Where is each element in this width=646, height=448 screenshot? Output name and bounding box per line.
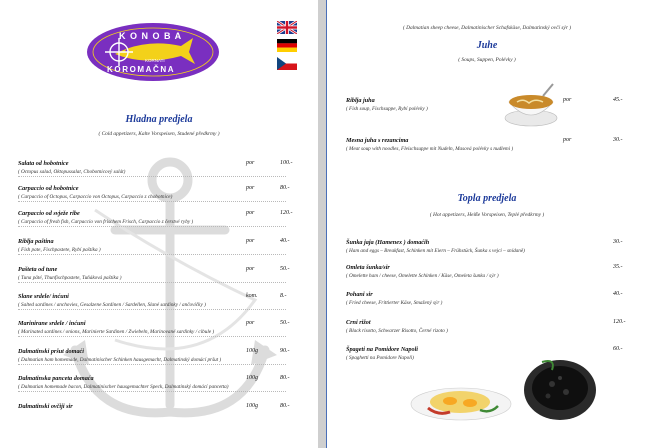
item-price: 45.-	[613, 97, 623, 103]
item-unit: por	[246, 320, 255, 326]
sheep-cheese-description: ( Dalmatian sheep cheese, Dalmatinischer Schafskäse, Dalmatinský ovčí sýr )	[402, 25, 572, 31]
divider	[18, 226, 286, 227]
black-risotto-image	[522, 356, 598, 422]
item-name: Riblja paština	[18, 238, 54, 245]
divider	[18, 282, 286, 283]
menu-page-left	[0, 0, 319, 448]
item-price: 50.-	[280, 266, 290, 272]
item-price: 80.-	[280, 185, 290, 191]
divider	[18, 309, 286, 310]
item-name: Pašteta od tune	[18, 266, 58, 273]
item-price: 30.-	[613, 137, 623, 143]
cold-appetizers-subtitle: ( Cold appetizers, Kalte Vorspeisen, Studené předkrmy )	[98, 131, 220, 137]
item-description: ( Fried cheese, Frittierter Käse, Smažený sýr )	[346, 300, 443, 306]
soup-bowl-image	[503, 82, 558, 128]
item-unit: por	[246, 210, 255, 216]
item-unit: por	[246, 185, 255, 191]
soups-title: Juhe	[476, 40, 498, 51]
item-price: 30.-	[613, 239, 623, 245]
item-price: 40.-	[613, 291, 623, 297]
logo-letters: K O N O B A	[119, 31, 183, 41]
item-price: 8.-	[280, 293, 287, 299]
soups-subtitle: ( Soups, Suppen, Polévky )	[458, 57, 516, 63]
item-price: 35.-	[613, 264, 623, 270]
item-description: ( Fish soup, Fischsuppe, Rybí polévky )	[346, 106, 428, 112]
item-name: Carpaccio od svježe ribe	[18, 210, 80, 217]
item-name: Riblja juha	[346, 97, 375, 104]
warm-appetizers-subtitle: ( Hot appetizers, Heiße Vorspeisen, Teplé předkrmy )	[429, 212, 545, 218]
item-name: Salata od hobotnice	[18, 160, 69, 167]
item-name: Šunka jaja (Hamenex ) domaćih	[346, 239, 430, 246]
de-flag-icon[interactable]	[277, 39, 297, 52]
item-name: Pohani sir	[346, 291, 373, 298]
item-description: ( Meat soup with noodles, Fleischsuppe mit Nudeln, Masová polévky s nudlemi )	[346, 146, 514, 152]
item-description: ( Carpaccio of fresh fish, Carpaccio von frischem Frisch, Carpaccio z čerstvé ryby )	[18, 219, 194, 225]
item-description: ( Carpaccio of Octopus, Carpaccio von Octopus, Carpaccio z chobotnice)	[18, 194, 173, 200]
item-name: Mesna juha s rezancima	[346, 137, 409, 144]
item-description: ( Dalmatian ham homemade, Dalmatinischer Schinken hausgemacht, Dalmatinský domácí pršut )	[18, 357, 222, 363]
item-name: Omleta šunka/sir	[346, 264, 390, 271]
item-description: ( Ham and eggs – Breakfast, Schinken mit Eiern – Frühstück, Šunka s vejci – snídaně)	[346, 248, 525, 254]
item-unit: por	[246, 266, 255, 272]
item-unit: por	[563, 97, 572, 103]
item-price: 50.-	[280, 320, 290, 326]
divider	[18, 391, 286, 392]
item-name: Dalmatinski pršut domaći	[18, 348, 85, 355]
divider	[18, 336, 286, 337]
omelette-plate-image	[410, 380, 512, 422]
item-name: Slane srdele/ inćuni	[18, 293, 69, 300]
item-description: ( Dalmatian homemade bacon, Dalmatinischer hausgemachter Speck, Dalmatinský domácí pancetta)	[18, 384, 229, 390]
item-price: 120.-	[613, 319, 626, 325]
item-unit: 100g	[246, 348, 258, 354]
item-price: 40.-	[280, 238, 290, 244]
item-description: ( Omelette ham / cheese, Omelette Schinken / Käse, Omeleta šunka / sýr )	[346, 273, 499, 279]
item-description: ( Fish pate, Fischpastete, Rybí paštika )	[18, 247, 101, 253]
konoba-logo	[85, 22, 221, 82]
item-name: Marinirane srdele / inćuni	[18, 320, 86, 327]
logo-place: KORNATI	[145, 58, 165, 63]
item-unit: 100g	[246, 375, 258, 381]
divider	[18, 201, 286, 202]
cold-appetizers-title: Hladna predjela	[125, 114, 193, 125]
item-unit: por	[246, 160, 255, 166]
item-description: ( Marinated sardines / onions, Marinierte Sardinen / Zwiebeln, Marinované sardinky / cibule )	[18, 329, 215, 335]
item-description: ( Spaghetti na Pomidore Napoli)	[346, 355, 414, 361]
item-name: Špageti na Pomidore Napoli	[346, 346, 419, 353]
item-unit: por	[563, 137, 572, 143]
item-price: 80.-	[280, 375, 290, 381]
item-description: ( Salted sardines / anchovies, Gesalzene Sardinen / Sardellen, Slané sardinky / ančovičky )	[18, 302, 206, 308]
divider	[18, 176, 286, 177]
item-price: 100.-	[280, 160, 293, 166]
divider	[18, 254, 286, 255]
cz-flag-icon[interactable]	[277, 57, 297, 70]
page-gap	[318, 0, 326, 448]
item-name: Dalmatinski ovčiji sir	[18, 403, 73, 410]
item-name: Dalmatinska panceta domaća	[18, 375, 94, 382]
logo-brand: KOROMAČNA	[107, 65, 176, 74]
item-price: 60.-	[613, 346, 623, 352]
divider	[18, 364, 286, 365]
item-name: Crni rižot	[346, 319, 371, 326]
item-description: ( Black risotto, Schwarzer Risotto, Černé rizoto )	[346, 328, 448, 334]
uk-flag-icon[interactable]	[277, 21, 297, 34]
item-unit: por	[246, 238, 255, 244]
item-price: 80.-	[280, 403, 290, 409]
language-flags	[277, 21, 297, 75]
item-name: Carpaccio od hobotnice	[18, 185, 79, 192]
item-description: ( Tuna pâté, Thunfischpastete, Tuňáková paštika )	[18, 275, 122, 281]
item-unit: kom.	[246, 293, 258, 299]
menu-page-right	[326, 0, 646, 448]
warm-appetizers-title: Topla predjela	[457, 193, 517, 204]
item-description: ( Octopus salad, Oktopussalat, Chobotnicový salát)	[18, 169, 126, 175]
item-price: 90.-	[280, 348, 290, 354]
item-price: 120.-	[280, 210, 293, 216]
item-unit: 100g	[246, 403, 258, 409]
